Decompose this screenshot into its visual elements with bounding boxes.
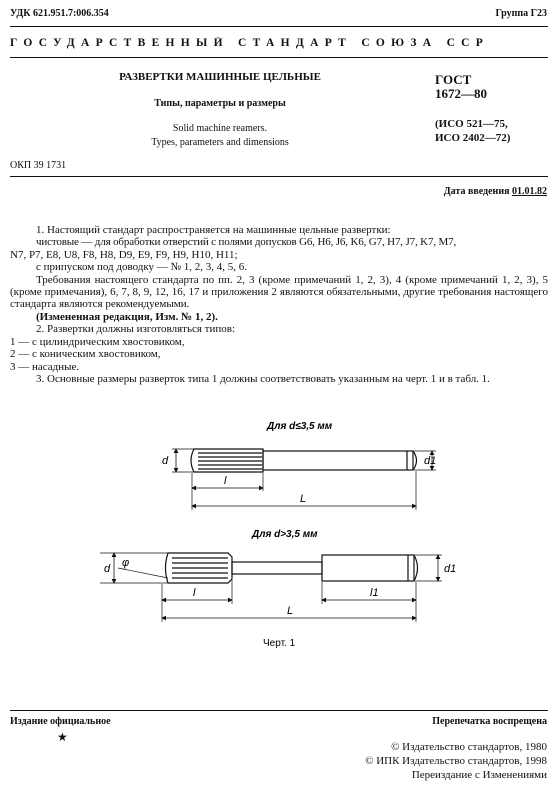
gost-label: ГОСТ <box>435 72 472 87</box>
iso-ref-1: (ИСО 521—75, <box>435 118 508 130</box>
type-2: 2 — с коническим хвостовиком, <box>10 348 161 360</box>
dim-l-bottom: l <box>193 587 196 599</box>
para-1-requirements: Требования настоящего стандарта по пп. 2, 3 (кроме примечаний 1, 2, 3), 4 (кроме примечаний 1, 2, 3), 5 (кроме примечания), 6, 7, 8, 9, 12, 16, 17 и приложения 2 являются обязательными, другие требования настоящего стандарта являются рекомендуемыми. <box>10 274 548 311</box>
dim-L-top: L <box>300 493 307 505</box>
official-edition: Издание официальное <box>10 716 111 727</box>
okp-code: ОКП 39 1731 <box>10 160 67 171</box>
para-1-line-1: 1. Настоящий стандарт распространяется на машинные цельные развертки: <box>36 224 391 236</box>
title-rule <box>10 176 548 177</box>
banner-rule <box>10 57 548 58</box>
star-icon: ★ <box>57 730 68 744</box>
copyright-2: © ИПК Издательство стандартов, 1998 <box>365 755 547 767</box>
subtitle-en: Types, parameters and dimensions <box>151 137 289 148</box>
udk-code: УДК 621.951.7:006.354 <box>10 8 109 19</box>
para-1-line-2: чистовые — для обработки отверстий с полями допусков G6, H6, J6, K6, G7, H7, J7, K7, M7, <box>36 236 457 248</box>
title-en: Solid machine reamers. <box>172 123 268 134</box>
intro-date-value: 01.01.82 <box>512 186 547 197</box>
group-code: Группа Г23 <box>495 8 547 19</box>
reissue-note: Переиздание с Изменениями <box>411 769 547 781</box>
reamer-drawing <box>0 400 557 660</box>
dim-d-top: d <box>162 455 169 467</box>
dim-d-bottom: d <box>104 563 111 575</box>
header-rule <box>10 26 548 27</box>
reprint-notice: Перепечатка воспрещена <box>432 716 547 727</box>
gost-number: 1672—80 <box>435 86 487 101</box>
dim-l1-bottom: l1 <box>370 587 379 599</box>
intro-date-label: Дата введения <box>443 186 510 197</box>
para-1-line-3: N7, P7, E8, U8, F8, H8, D9, E9, F9, H9, H10, H11; <box>10 249 238 261</box>
copyright-1: © Издательство стандартов, 1980 <box>391 741 547 753</box>
type-1: 1 — с цилиндрическим хвостовиком, <box>10 336 185 348</box>
title-ru: РАЗВЕРТКИ МАШИННЫЕ ЦЕЛЬНЫЕ <box>119 71 321 83</box>
footer-rule <box>10 710 548 711</box>
para-2: 2. Развертки должны изготовляться типов: <box>36 323 235 335</box>
dim-phi: φ <box>122 557 130 569</box>
para-3: 3. Основные размеры разверток типа 1 должны соответствовать указанным на черт. 1 и в табл. 1. <box>36 373 490 385</box>
caption-bottom: Для d>3,5 мм <box>252 529 318 540</box>
subtitle-ru: Типы, параметры и размеры <box>154 98 286 109</box>
dim-d1-top: d1 <box>424 455 437 467</box>
iso-ref-2: ИСО 2402—72) <box>435 132 511 144</box>
caption-top: Для d≤3,5 мм <box>267 421 333 432</box>
para-1-line-4: с припуском под доводку — № 1, 2, 3, 4, 5, 6. <box>36 261 248 273</box>
amendment-note: (Измененная редакция, Изм. № 1, 2). <box>36 311 218 323</box>
dim-l-top: l <box>224 475 227 487</box>
type-3: 3 — насадные. <box>10 361 80 373</box>
dim-d1-bottom: d1 <box>444 563 457 575</box>
reamer-bottom <box>100 553 442 622</box>
figure-caption: Черт. 1 <box>263 638 296 649</box>
dim-L-bottom: L <box>287 605 294 617</box>
intro-date <box>444 186 547 197</box>
standard-banner: ГОСУДАРСТВЕННЫЙ СТАНДАРТ СОЮЗА ССР <box>10 37 490 49</box>
